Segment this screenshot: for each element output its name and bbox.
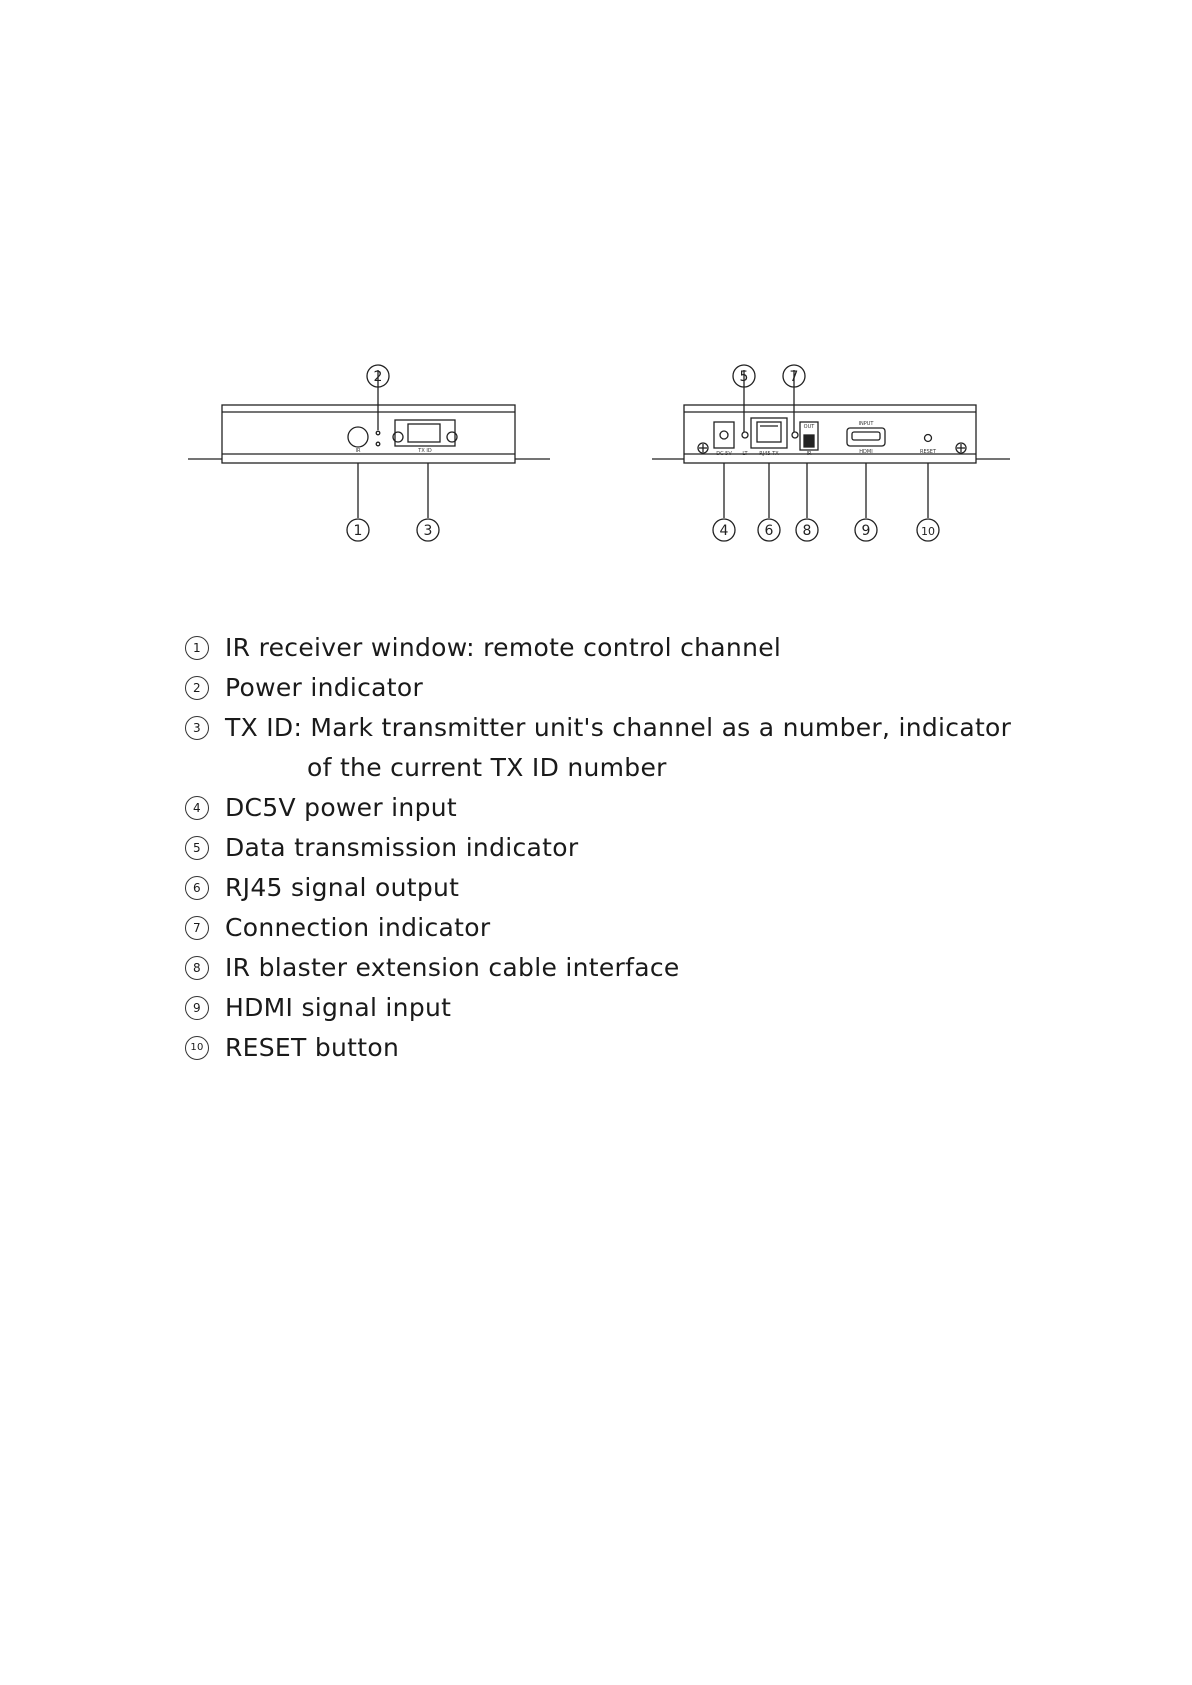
front-txid-label: TX ID bbox=[418, 448, 432, 454]
legend-text: TX ID: Mark transmitter unit's channel as a number, indicator bbox=[225, 713, 1012, 742]
legend-text: RESET button bbox=[225, 1033, 400, 1062]
legend-text: Power indicator bbox=[225, 673, 424, 702]
legend-number-badge: 9 bbox=[185, 996, 209, 1020]
leader-lines bbox=[355, 370, 928, 518]
legend-text: IR receiver window: remote control channel bbox=[225, 633, 782, 662]
callout-8: 8 bbox=[802, 523, 812, 539]
legend-item bbox=[185, 788, 1011, 828]
legend-number-badge: 6 bbox=[185, 876, 209, 900]
legend-text: DC5V power input bbox=[225, 793, 457, 822]
callout-10: 10 bbox=[921, 525, 935, 538]
callout-circles bbox=[347, 365, 939, 541]
rear-dc5v-label: DC 5V bbox=[716, 451, 732, 457]
legend-item bbox=[185, 908, 1011, 948]
legend-number-badge: 8 bbox=[185, 956, 209, 980]
hdmi-port bbox=[847, 428, 885, 446]
connection-led bbox=[792, 432, 798, 438]
power-led bbox=[376, 431, 380, 435]
legend-text: Data transmission indicator bbox=[225, 833, 579, 862]
legend-item bbox=[185, 988, 1011, 1028]
legend-number-badge: 10 bbox=[185, 1036, 209, 1060]
dc5v-jack bbox=[714, 422, 734, 448]
rear-led-label: LT bbox=[742, 451, 748, 457]
device-panels-diagram bbox=[0, 340, 1192, 560]
legend-item bbox=[185, 1028, 1011, 1068]
rear-panel bbox=[652, 405, 1010, 463]
callout-9: 9 bbox=[861, 523, 871, 539]
legend-item bbox=[185, 628, 1011, 668]
legend-text: IR blaster extension cable interface bbox=[225, 953, 680, 982]
legend-number-badge: 1 bbox=[185, 636, 209, 660]
legend-text: Connection indicator bbox=[225, 913, 491, 942]
callout-6: 6 bbox=[764, 523, 774, 539]
legend-number-badge: 4 bbox=[185, 796, 209, 820]
legend-text: of the current TX ID number bbox=[307, 753, 667, 782]
data-led bbox=[742, 432, 748, 438]
rear-ir-label: IR bbox=[806, 451, 812, 457]
callout-3: 3 bbox=[423, 523, 433, 539]
front-ir-label: IR bbox=[355, 448, 361, 454]
rear-ir-out-label: OUT bbox=[803, 424, 815, 430]
rear-hdmi-label: HDMI bbox=[859, 449, 873, 455]
callout-2: 2 bbox=[373, 369, 383, 385]
legend-number-badge: 5 bbox=[185, 836, 209, 860]
callout-4: 4 bbox=[719, 523, 729, 539]
rear-input-label: INPUT bbox=[858, 421, 874, 427]
legend-number-badge: 7 bbox=[185, 916, 209, 940]
legend-item bbox=[185, 708, 1011, 748]
legend-text: HDMI signal input bbox=[225, 993, 452, 1022]
legend-text: RJ45 signal output bbox=[225, 873, 460, 902]
rear-reset-label: RESET bbox=[919, 449, 937, 455]
legend-item bbox=[185, 868, 1011, 908]
legend-number-badge: 2 bbox=[185, 676, 209, 700]
legend-item bbox=[185, 948, 1011, 988]
callout-5: 5 bbox=[739, 369, 749, 385]
component-legend bbox=[185, 628, 1011, 1068]
callout-7: 7 bbox=[789, 369, 799, 385]
ir-receiver-window bbox=[348, 427, 368, 447]
reset-button bbox=[925, 435, 932, 442]
legend-number-badge: 3 bbox=[185, 716, 209, 740]
callout-1: 1 bbox=[353, 523, 363, 539]
rear-rj45-label: RJ45 TX bbox=[759, 451, 779, 457]
legend-item bbox=[185, 668, 1011, 708]
front-panel bbox=[188, 405, 550, 463]
legend-item-continuation bbox=[185, 748, 1011, 788]
legend-item bbox=[185, 828, 1011, 868]
